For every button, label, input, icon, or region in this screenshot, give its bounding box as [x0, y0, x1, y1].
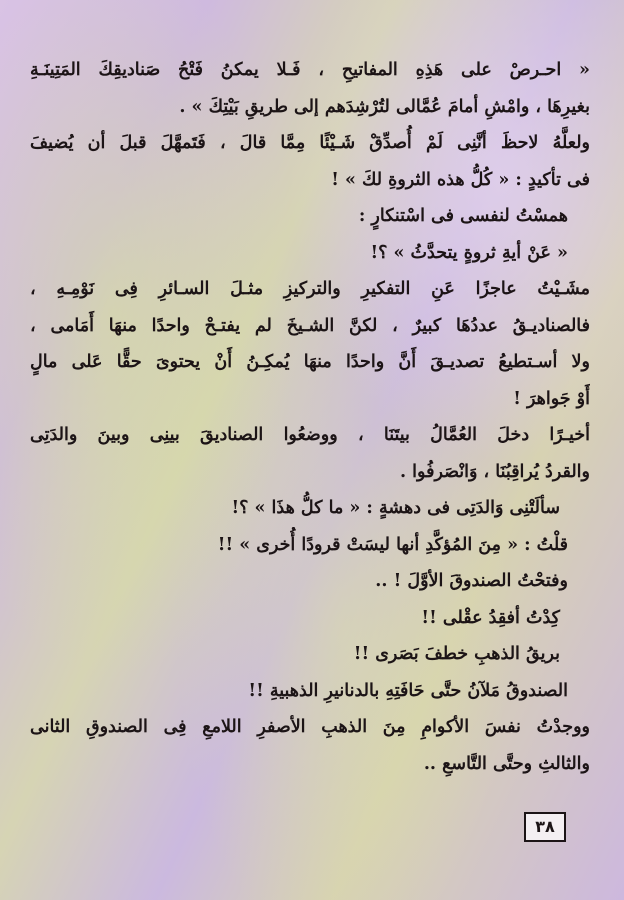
text-line: والثالثِ وحتَّى التَّاسعِ ..: [423, 753, 590, 774]
text-line: فى تأكيدٍ : « كُلُّ هذه الثروةِ لكَ » !: [331, 169, 590, 190]
text-line: « عَنْ أيةِ ثروةٍ يتحدَّثُ » ؟!: [370, 242, 568, 263]
text-line: بغيرِهَا ، وامْشِ أمامَ عُمَّالى لتُرْشِدَهم إلى طريقِ بَيْتِكَ » .: [179, 96, 590, 117]
text-line: أَوْ جَواهرَ !: [513, 388, 590, 409]
text-line: مشَـيْتُ عاجزًا عَنِ التفكيرِ والتركيزِ مثـلَ السـائرِ فِى نَوْمِـهِ ،: [30, 279, 590, 299]
text-line: قلْتُ : « مِنَ المُؤكَّدِ أنها ليسَتْ قرودًا أُخرى » !!: [217, 534, 568, 555]
text-line: وفتحْتُ الصندوقَ الأوَّلَ ! ..: [375, 571, 568, 591]
text-line: أخيـرًا دخلَ العُمَّالُ بيتَنَا ، ووضعُوا الصناديقَ بينِى وبينَ والدَتِى: [30, 425, 590, 445]
page-number: ٣٨: [524, 812, 566, 842]
text-line: « احـرصْ على هَذِهِ المفاتيحِ ، فَـلا يمكنُ فَتْحُ صَناديقِكَ المَتِينَـةِ: [30, 60, 590, 80]
text-line: الصندوقُ مَلآنُ حتَّى حَافَتِهِ بالدنانيرِ الذهبيةِ !!: [248, 680, 568, 701]
text-line: فالصناديـقُ عددُهَا كبيرٌ ، لكنَّ الشـيخَ لم يفتـحْ واحدًا منهَا أَمَامى ،: [30, 315, 590, 336]
text-line: ووجدْتُ نفسَ الأكوامِ مِنَ الذهبِ الأصفرِ اللامعِ فِى الصندوقِ الثانى: [30, 717, 590, 737]
text-line: ولا أسـتطيعُ تصديـقَ أَنَّ واحدًا منهَا يُمكِـنُ أَنْ يحتوىَ حقًّا عَلى مالٍ: [30, 352, 590, 372]
page-text: [30, 52, 590, 782]
text-line: والقردُ يُراقِبُنَا ، وَانْصَرفُوا .: [400, 461, 590, 482]
text-line: همسْتُ لنفسى فى اسْتنكارٍ :: [358, 206, 568, 226]
text-line: سألَتْنِى وَالدَتِى فى دهشةٍ : « ما كلُّ هذَا » ؟!: [231, 498, 560, 518]
text-line: ولعلَّهُ لاحظَ أنَّنِى لَمْ أُصدِّقْ شَـيْئًا مِمَّا قالَ ، فَتَمهَّلَ قبلَ أن يُضيفَ: [30, 133, 590, 153]
text-line: كِدْتُ أفقِدُ عقْلى !!: [421, 607, 560, 628]
text-line: بريقُ الذهبِ خطفَ بَصَرى !!: [353, 644, 560, 664]
